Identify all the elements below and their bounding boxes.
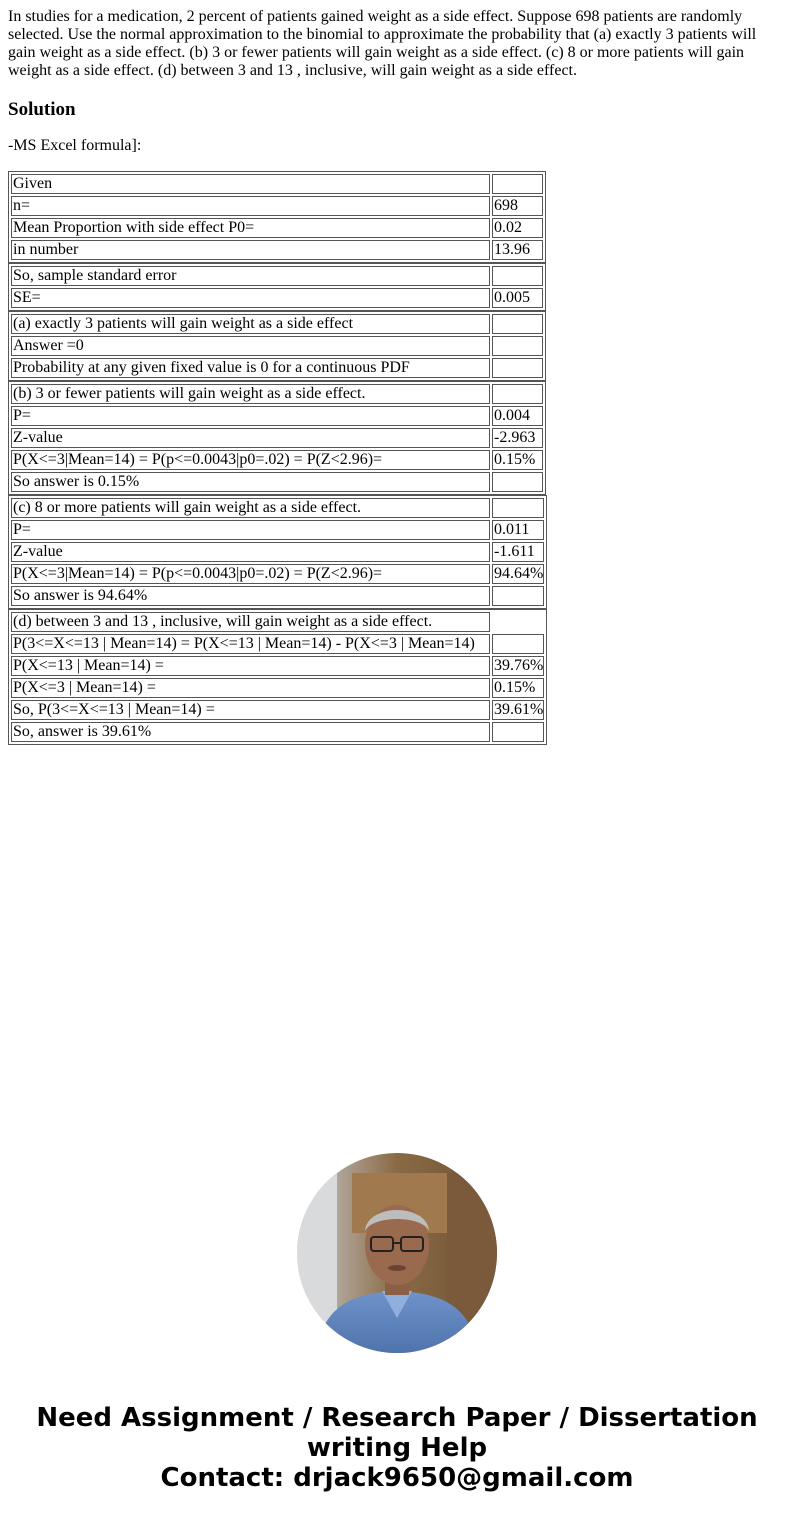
row-label: P(X<=3|Mean=14) = P(p<=0.0043|p0=.02) = P(Z<2.96)= — [11, 450, 490, 470]
table-row — [11, 634, 544, 654]
table-row — [11, 384, 543, 404]
solution-heading: Solution — [8, 99, 76, 120]
row-value: 0.02 — [492, 218, 543, 238]
promo-line-2: writing Help — [306, 1433, 488, 1463]
formula-note: -MS Excel formula]: — [8, 137, 142, 154]
table-row — [11, 586, 544, 606]
table-row — [11, 314, 543, 334]
row-value: 0.15% — [492, 678, 544, 698]
table-section — [8, 263, 546, 311]
table-row — [11, 564, 544, 584]
row-value — [492, 722, 544, 742]
table-row — [11, 472, 543, 492]
row-label: Answer =0 — [11, 336, 490, 356]
table-row — [11, 174, 543, 194]
author-photo — [297, 1153, 497, 1353]
table-row — [11, 196, 543, 216]
row-label: Z-value — [11, 428, 490, 448]
table-row — [11, 406, 543, 426]
row-value — [492, 384, 543, 404]
row-value: 39.61% — [494, 701, 544, 718]
table-row — [11, 428, 543, 448]
table-section — [8, 311, 546, 381]
table-row — [11, 336, 543, 356]
table-section — [8, 381, 546, 495]
portrait-image — [297, 1153, 497, 1353]
row-value: 13.96 — [492, 240, 543, 260]
promo-footer — [0, 1403, 794, 1493]
row-value — [492, 358, 543, 378]
row-label: Z-value — [11, 542, 490, 562]
table-row — [11, 288, 543, 308]
row-value: 0.15% — [492, 450, 543, 470]
row-value — [492, 612, 544, 632]
table-row — [11, 542, 544, 562]
row-label: (a) exactly 3 patients will gain weight as a side effect — [11, 314, 490, 334]
row-value — [492, 472, 543, 492]
row-label: P(X<=3|Mean=14) = P(p<=0.0043|p0=.02) = P(Z<2.96)= — [11, 564, 490, 584]
table-row — [11, 266, 543, 286]
table-row — [11, 612, 544, 632]
document-body — [8, 8, 778, 745]
row-label: Given — [11, 174, 490, 194]
row-label: Mean Proportion with side effect P0= — [11, 218, 490, 238]
row-label: P(X<=3 | Mean=14) = — [11, 678, 490, 698]
table-row — [11, 722, 544, 742]
row-value: 39.76% — [494, 657, 544, 674]
table-row — [11, 700, 544, 720]
row-label: So, answer is 39.61% — [11, 722, 490, 742]
row-label: So answer is 0.15% — [11, 472, 490, 492]
row-value: 94.64% — [494, 565, 544, 582]
table-row — [11, 520, 544, 540]
row-label: So answer is 94.64% — [11, 586, 490, 606]
row-value — [492, 336, 543, 356]
row-label: P(X<=13 | Mean=14) = — [11, 656, 490, 676]
row-value: 0.005 — [492, 288, 543, 308]
row-label: So, P(3<=X<=13 | Mean=14) = — [11, 700, 490, 720]
table-section — [8, 609, 547, 745]
row-label: SE= — [11, 288, 490, 308]
table-section — [8, 171, 546, 263]
row-label: (b) 3 or fewer patients will gain weight as a side effect. — [11, 384, 490, 404]
row-value: -2.963 — [492, 428, 543, 448]
row-value — [492, 174, 543, 194]
row-value: 0.011 — [492, 520, 544, 540]
table-row — [11, 358, 543, 378]
row-label: n= — [11, 196, 490, 216]
row-value — [492, 586, 544, 606]
row-value — [492, 314, 543, 334]
row-label: P(3<=X<=13 | Mean=14) = P(X<=13 | Mean=14) - P(X<=3 | Mean=14) — [11, 634, 490, 654]
row-value: 698 — [492, 196, 543, 216]
row-value — [492, 498, 544, 518]
row-label: (d) between 3 and 13 , inclusive, will gain weight as a side effect. — [11, 612, 490, 632]
row-value: 0.004 — [492, 406, 543, 426]
excel-table — [8, 171, 778, 745]
contact-line: Contact: drjack9650@gmail.com — [160, 1463, 634, 1493]
row-label: So, sample standard error — [11, 266, 490, 286]
table-row — [11, 218, 543, 238]
row-label: P= — [11, 406, 490, 426]
table-row — [11, 678, 544, 698]
row-value — [492, 266, 543, 286]
table-row — [11, 450, 543, 470]
question-text: In studies for a medication, 2 percent of patients gained weight as a side effect. Suppose 698 patients are randomly selected. Use the normal approximation to the binomial to approximate the probability that (a) exactly 3 patients will gain weight as a side effect. (b) 3 or fewer patients will gain weight as a side effect. (c) 8 or more patients will gain weight as a side effect. (d) between 3 and 13 , inclusive, will gain weight as a side effect. — [8, 8, 757, 79]
table-row — [11, 240, 543, 260]
row-label: Probability at any given fixed value is 0 for a continuous PDF — [11, 358, 490, 378]
row-label: in number — [11, 240, 490, 260]
row-label: (c) 8 or more patients will gain weight as a side effect. — [11, 498, 490, 518]
row-value: -1.611 — [492, 542, 544, 562]
table-row — [11, 498, 544, 518]
row-value — [492, 634, 544, 654]
table-section — [8, 495, 547, 609]
table-row — [11, 656, 544, 676]
promo-line-1: Need Assignment / Research Paper / Dissertation — [36, 1403, 758, 1433]
row-label: P= — [11, 520, 490, 540]
